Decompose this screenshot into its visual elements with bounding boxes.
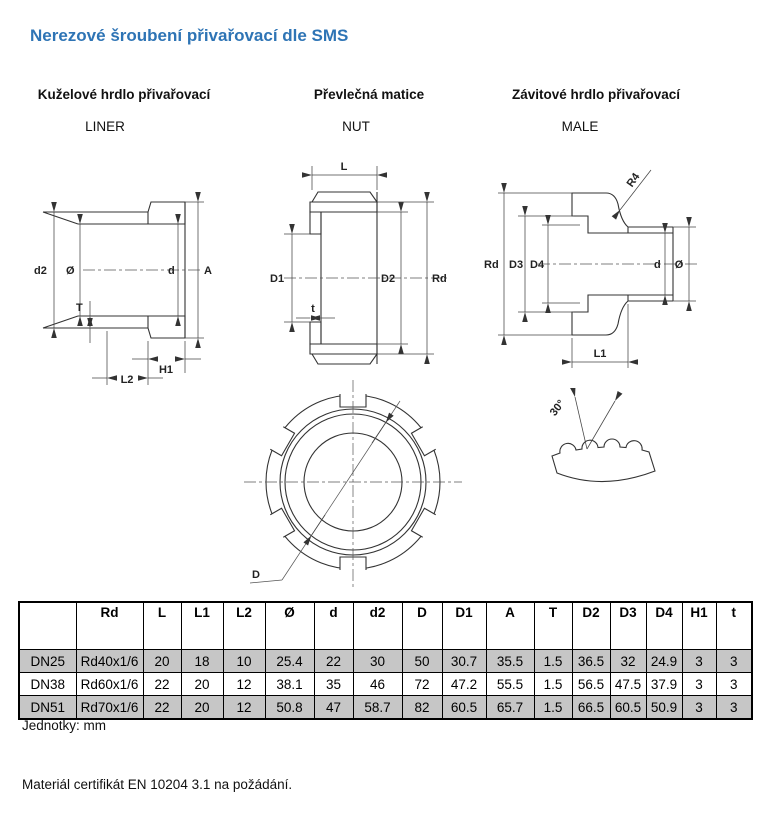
thread-profile [552,439,655,482]
front-view-dimension [250,401,400,583]
dim-label-L2: L2 [120,374,134,386]
cell: 22 [314,650,353,673]
cell: 3 [716,650,752,673]
cell: 30.7 [442,650,486,673]
dim-label-d: d [168,265,175,277]
cell: 36.5 [572,650,610,673]
column-header: D3 [610,602,646,650]
dim-label-D1: D1 [270,273,285,285]
dim-label-Rd: Rd [432,273,447,285]
cell: 32 [610,650,646,673]
cell: 3 [682,696,716,720]
cell: 47.5 [610,673,646,696]
dim-label-L1: L1 [593,348,607,360]
cell: 25.4 [265,650,314,673]
cell: 55.5 [486,673,534,696]
cell: 12 [223,673,265,696]
cell: 50.9 [646,696,682,720]
cell: 22 [143,673,181,696]
angle-dimension [548,397,615,449]
cell: 35.5 [486,650,534,673]
dim-label-dia: Ø [66,265,75,277]
cell: 3 [682,673,716,696]
column-header: D [402,602,442,650]
cell: 66.5 [572,696,610,720]
cell: 12 [223,696,265,720]
dim-label-R4: R4 [624,171,643,190]
column-header: L2 [223,602,265,650]
cell: 50 [402,650,442,673]
table-header-row [19,602,752,650]
thread-angle-detail [530,388,670,493]
column-header: D4 [646,602,682,650]
cell: 20 [181,673,223,696]
dim-label-d: d [654,259,661,271]
cell: 18 [181,650,223,673]
cell: Rd40x1/6 [76,650,143,673]
cell: 50.8 [265,696,314,720]
cell: Rd60x1/6 [76,673,143,696]
cell: 37.9 [646,673,682,696]
cell: 60.5 [442,696,486,720]
column-header: H1 [682,602,716,650]
column-header: T [534,602,572,650]
dim-label-Rd: Rd [484,259,499,271]
section-code-liner: LINER [85,119,125,134]
page-title: Nerezové šroubení přivařovací dle SMS [30,26,349,45]
column-header: D1 [442,602,486,650]
dim-label-D2: D2 [381,273,396,285]
dim-label-t: t [311,303,315,315]
cell: 38.1 [265,673,314,696]
dim-label-dia: Ø [674,259,684,271]
cell: 1.5 [534,673,572,696]
row-label: DN38 [19,673,76,696]
table-row [19,673,752,696]
cell: 3 [716,673,752,696]
cell: 24.9 [646,650,682,673]
dim-label-L: L [340,161,348,173]
liner-drawing [28,145,238,400]
dim-label-d2: d2 [34,265,47,277]
cell: 46 [353,673,402,696]
material-note: Materiál certifikát EN 10204 3.1 na požádání. [22,777,293,792]
dim-label-A: A [204,265,212,277]
cell: 10 [223,650,265,673]
cell: Rd70x1/6 [76,696,143,720]
table-row [19,696,752,720]
cell: 56.5 [572,673,610,696]
dim-label-D4: D4 [530,259,545,271]
male-drawing [468,148,718,388]
dim-label-H1: H1 [158,364,174,376]
dim-label-D: D [252,569,260,581]
nut-drawing [262,148,462,383]
nut-dimensions [270,161,447,354]
table-body [19,650,752,720]
cell: 3 [682,650,716,673]
cell: 22 [143,696,181,720]
units-note: Jednotky: mm [22,718,107,733]
column-header: L [143,602,181,650]
cell: 47 [314,696,353,720]
male-dimensions [484,170,696,368]
cell: 1.5 [534,650,572,673]
dimension-table [18,601,753,720]
cell: 35 [314,673,353,696]
section-code-male: MALE [561,119,599,134]
front-view-body [244,380,462,589]
cell: 30 [353,650,402,673]
cell: 58.7 [353,696,402,720]
dim-label-T: T [76,302,83,314]
cell: 20 [181,696,223,720]
column-header: d2 [353,602,402,650]
column-header: Ø [265,602,314,650]
column-header: Rd [76,602,143,650]
section-heading-male: Závitové hrdlo přivařovací [511,87,681,102]
cell: 60.5 [610,696,646,720]
section-code-nut: NUT [342,119,370,134]
column-header: t [716,602,752,650]
section-heading-liner: Kuželové hrdlo přivařovací [37,87,211,102]
cell: 20 [143,650,181,673]
column-header: d [314,602,353,650]
cell: 72 [402,673,442,696]
nut-body [284,192,447,364]
section-heading-nut: Převlečná matice [313,87,425,102]
row-label: DN51 [19,696,76,720]
cell: 1.5 [534,696,572,720]
cell: 65.7 [486,696,534,720]
dim-label-angle: 30° [547,397,568,419]
dim-label-D3: D3 [509,259,524,271]
column-header: A [486,602,534,650]
cell: 3 [716,696,752,720]
table-row [19,650,752,673]
row-label: DN25 [19,650,76,673]
column-header: L1 [181,602,223,650]
cell: 82 [402,696,442,720]
cell: 47.2 [442,673,486,696]
column-header [19,602,76,650]
nut-front-view [230,378,465,603]
column-header: D2 [572,602,610,650]
